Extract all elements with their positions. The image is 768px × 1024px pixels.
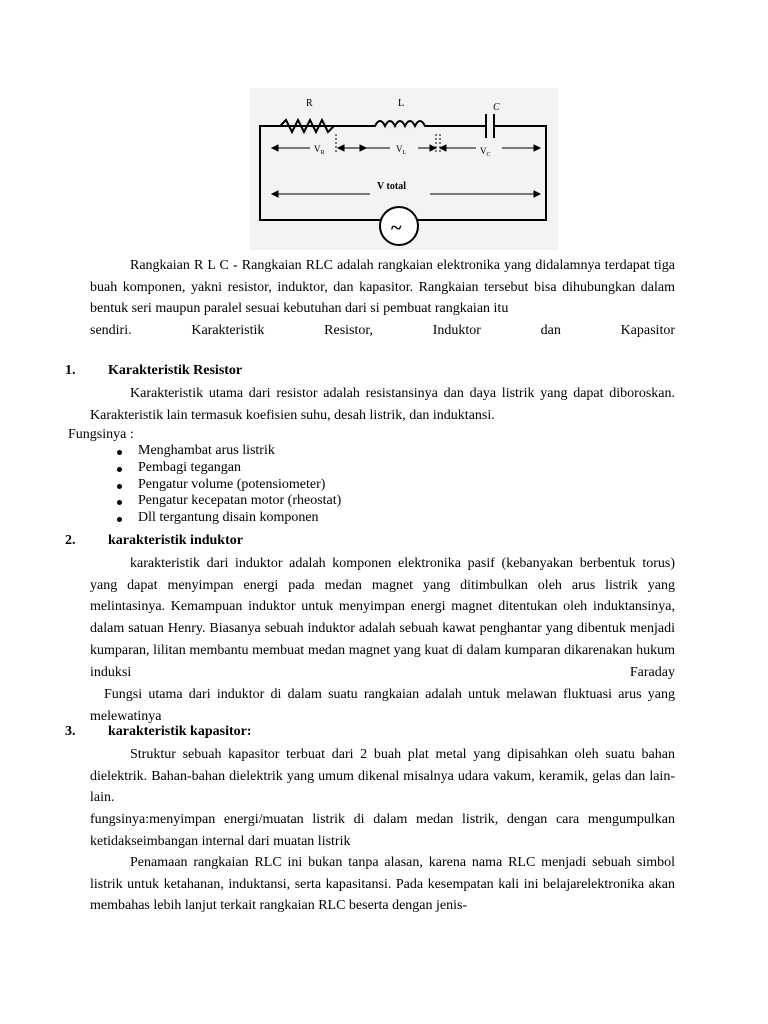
label-c: C [493, 102, 500, 113]
list-item: Menghambat arus listrik [90, 443, 341, 460]
bullet-icon [117, 484, 122, 489]
list-item: Pengatur kecepatan motor (rheostat) [90, 493, 341, 510]
bullet-icon [117, 500, 122, 505]
rlc-circuit-figure [250, 88, 558, 250]
section1-fungsi-label: Fungsinya : [68, 427, 134, 442]
rlc-circuit-diagram [250, 88, 558, 250]
section1-body: Karakteristik utama dari resistor adalah resistansinya dan daya listrik yang dapat diboroskan. Karakteristik lain termasuk koefisien suhu, desah listrik, dan induktansi. [90, 386, 675, 423]
label-l: L [398, 98, 405, 109]
bullet-icon [117, 467, 122, 472]
label-vtotal: V total [377, 181, 406, 192]
label-r: R [306, 98, 313, 109]
section2-fungsi: Fungsi utama dari induktor di dalam suatu rangkaian adalah untuk melawan fluktuasi arus yang melewatinya [90, 687, 675, 724]
section1-number: 1. [65, 363, 76, 378]
section3-title: karakteristik kapasitor: [108, 724, 252, 739]
intro-last-line: sendiri. Karakteristik Resistor, Induktor dan Kapasitor [90, 323, 675, 338]
resistor-functions-list [90, 443, 341, 527]
wire-left [260, 126, 385, 220]
section3-number: 3. [65, 724, 76, 739]
label-vc: $V_C$ [480, 146, 491, 158]
bullet-icon [117, 517, 122, 522]
list-item: Dll tergantung disain komponen [90, 510, 341, 527]
section2-number: 2. [65, 533, 76, 548]
section3-body: Struktur sebuah kapasitor terbuat dari 2 buah plat metal yang dipisahkan oleh suatu bahan dielektrik. Bahan-bahan dielektrik yang umum dikenal misalnya udara vakum, keramik, gelas dan lain-lain. [90, 747, 675, 806]
closing-paragraph: Penamaan rangkaian RLC ini bukan tanpa alasan, karena nama RLC menjadi sebuah simbol listrik untuk ketahanan, induktansi, serta kapasitansi. Pada kesempatan kali ini belajarelektronika akan membahas lebih lanjut terkait rangkaian RLC beserta dengan jenis- [90, 855, 675, 914]
inductor-symbol [355, 121, 480, 126]
label-vr: $V_R$ [314, 144, 325, 156]
section1-title: Karakteristik Resistor [108, 363, 243, 378]
ac-source-symbol: ~ [391, 217, 402, 239]
list-item: Pengatur volume (potensiometer) [90, 477, 341, 494]
section2-body: karakteristik dari induktor adalah komponen elektronika pasif (kebanyakan berbentuk torus) yang dapat menyimpan energi pada medan magnet yang ditimbulkan oleh arus listrik yang melintasinya. Kemampuan induktor untuk menyimpan energi magnet ditentukan oleh induktansinya, dalam satuan Henry. Biasanya sebuah induktor adalah sebuah kawat penghantar yang dibentuk menjadi kumparan, lilitan membantu membuat medan magnet yang kuat di dalam kumparan dikarenakan hukum induksi Faraday [90, 556, 675, 680]
label-vl: $V_L$ [396, 144, 407, 156]
intro-text: Rangkaian R L C - Rangkaian RLC adalah rangkaian elektronika yang didalamnya terdapat tiga buah komponen, yakni resistor, induktor, dan kapasitor. Rangkaian tersebut bisa dihubungkan dalam bentuk seri maupun paralel sesuai kebutuhan dari si pembuat rangkaian itu [90, 258, 675, 317]
intro-paragraph [90, 255, 675, 320]
section3-fungsi: fungsinya:menyimpan energi/muatan listrik di dalam medan listrik, dengan cara mengumpulkan ketidakseimbangan internal dari muatan listrik [90, 812, 675, 849]
wire-right [413, 126, 546, 220]
section2-title: karakteristik induktor [108, 533, 243, 548]
list-item: Pembagi tegangan [90, 460, 341, 477]
bullet-icon [117, 450, 122, 455]
